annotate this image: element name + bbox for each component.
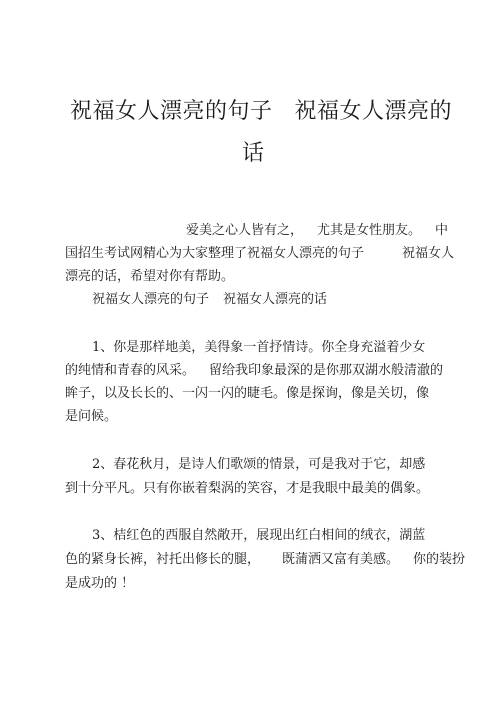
item-text: 既蒲洒又富有美感。	[282, 552, 400, 567]
intro-line-1	[186, 222, 448, 240]
item-1-line-4	[65, 408, 117, 426]
item-text: 眸子，以及长长的、一闪一闪的睫毛。像是探询，像是关切，像	[65, 386, 430, 401]
item-2-line-1	[92, 456, 425, 474]
item-3-line-1	[92, 527, 425, 545]
intro-text: 尤其是女性朋友。	[317, 223, 422, 238]
item-text: 是问候。	[65, 409, 118, 424]
title-part-2: 祝福女人漂亮的	[294, 99, 453, 124]
item-text: 的纯情和青春的风采。	[65, 363, 196, 378]
item-text: 3、桔红色的西服自然敞开，展现出红白相间的绒衣，湖蓝	[92, 528, 426, 543]
document-title-line-1	[70, 98, 452, 126]
item-text: 1、你是那样地美，美得象一首抒情诗。你全身充溢着少女	[92, 340, 426, 355]
item-3-line-3	[65, 575, 134, 593]
document-title-line-2	[242, 140, 264, 168]
item-2-line-2	[65, 480, 429, 498]
item-3-line-2	[65, 551, 465, 569]
intro-text: 国招生考试网精心为大家整理了祝福女人漂亮的句子	[65, 246, 365, 261]
intro-text: 爱美之心人皆有之，	[186, 223, 304, 238]
item-1-line-3	[65, 385, 429, 403]
title-part-1: 祝福女人漂亮的句子	[70, 99, 273, 124]
intro-line-2	[65, 245, 454, 263]
subtitle-text: 祝福女人漂亮的话	[223, 292, 328, 307]
item-text: 你的装扮	[413, 552, 466, 567]
intro-line-3	[65, 268, 234, 286]
item-1-line-1	[92, 339, 425, 357]
item-text: 色的紧身长裤，衬托出修长的腿，	[65, 552, 261, 567]
item-text: 留给我印象最深的是你那双湖水般清澈的	[209, 363, 444, 378]
title-part-3: 话	[242, 141, 265, 166]
item-text: 是成功的 ！	[65, 576, 135, 591]
subtitle-line	[92, 291, 327, 309]
item-text: 2、春花秋月，是诗人们歌颂的情景，可是我对于它，却感	[92, 457, 426, 472]
intro-text: 漂亮的话，希望对你有帮助。	[65, 269, 235, 284]
intro-text: 祝福女人	[402, 246, 455, 261]
subtitle-text: 祝福女人漂亮的句子	[92, 292, 210, 307]
item-text: 到十分平凡。只有你嵌着梨涡的笑容，才是我眼中最美的偶象。	[65, 481, 430, 496]
item-1-line-2	[65, 362, 443, 380]
intro-text: 中	[435, 223, 449, 238]
